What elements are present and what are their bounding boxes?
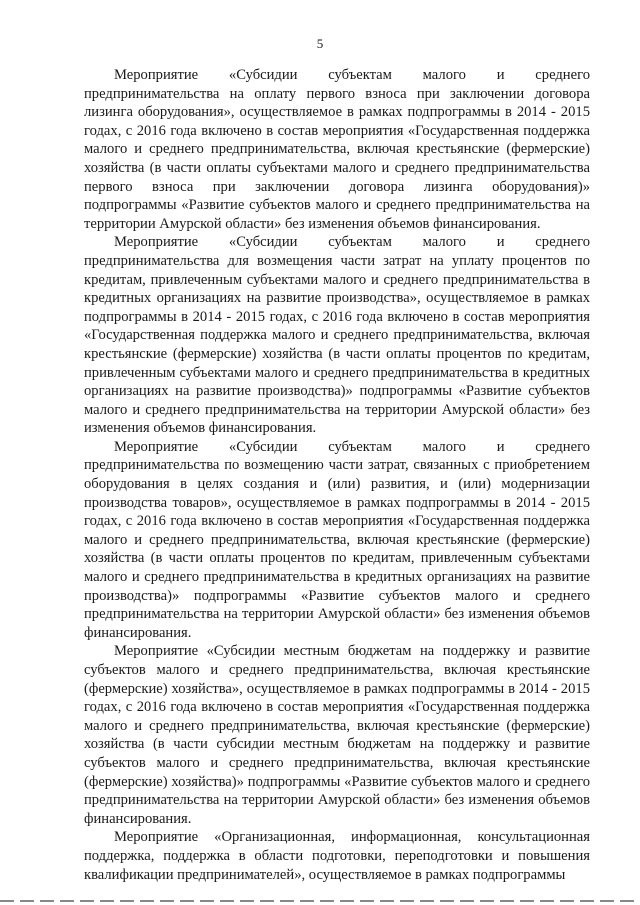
- paragraph-equipment-subsidy: Мероприятие «Субсидии субъектам малого и среднего предпринимательства по возмещению части затрат, связанных с приобретением оборудования в целях создания и (или) развития, и (или) модернизации производства товаров», осуществляемое в рамках подпрограммы в 2014 - 2015 годах, с 2016 года включено в состав мероприятия «Государственная поддержка малого и среднего предпринимательства, включая крестьянские (фермерские) хозяйства (в части оплаты процентов по кредитам, привлеченным субъектами малого и среднего предпринимательства в кредитных организациях на развитие производства)» подпрограммы «Развитие субъектов малого и среднего предпринимательства на территории Амурской области» без изменения объемов финансирования.: [84, 438, 590, 641]
- page-number: 5: [316, 36, 324, 51]
- paragraph-local-budget-subsidy: Мероприятие «Субсидии местным бюджетам на поддержку и развитие субъектов малого и среднего предпринимательства, включая крестьянские (фермерские) хозяйства», осуществляемое в рамках подпрограммы в 2014 - 2015 годах, с 2016 года включено в состав мероприятия «Государственная поддержка малого и среднего предпринимательства, включая крестьянские (фермерские) хозяйства (в части субсидии местным бюджетам на поддержку и развитие субъектов малого и среднего предпринимательства, включая крестьянские (фермерские) хозяйства)» подпрограммы «Развитие субъектов малого и среднего предпринимательства на территории Амурской области» без изменения объемов финансирования.: [84, 643, 590, 827]
- paragraph-leasing-subsidy: Мероприятие «Субсидии субъектам малого и среднего предпринимательства на оплату первого взноса при заключении договора лизинга оборудования», осуществляемое в рамках подпрограммы в 2014 - 2015 годах, с 2016 года включено в состав мероприятия «Государственная поддержка малого и среднего предпринимательства, включая крестьянские (фермерские) хозяйства (в части оплаты субъектами малого и среднего предпринимательства первого взноса при заключении договора лизинга оборудования)» подпрограммы «Развитие субъектов малого и среднего предпринимательства на территории Амурской области» без изменения объемов финансирования.: [84, 67, 590, 232]
- document-body: [84, 66, 590, 884]
- paragraph-interest-subsidy: Мероприятие «Субсидии субъектам малого и среднего предпринимательства для возмещения части затрат на уплату процентов по кредитам, привлеченным субъектами малого и среднего предпринимательства в кредитных организациях на развитие производства», осуществляемое в рамках подпрограммы в 2014 - 2015 годах, с 2016 года включено в состав мероприятия «Государственная поддержка малого и среднего предпринимательства, включая крестьянские (фермерские) хозяйства (в части оплаты процентов по кредитам, привлеченным субъектами малого и среднего предпринимательства в кредитных организациях на развитие производства)» подпрограммы «Развитие субъектов малого и среднего предпринимательства на территории Амурской области» без изменения объемов финансирования.: [84, 234, 590, 437]
- scan-edge-line: [0, 900, 640, 902]
- paragraph-organizational-support: Мероприятие «Организационная, информационная, консультационная поддержка, поддержка в области подготовки, переподготовки и повышения квалификации предпринимателей», осуществляемое в рамках подпрограммы: [84, 829, 590, 883]
